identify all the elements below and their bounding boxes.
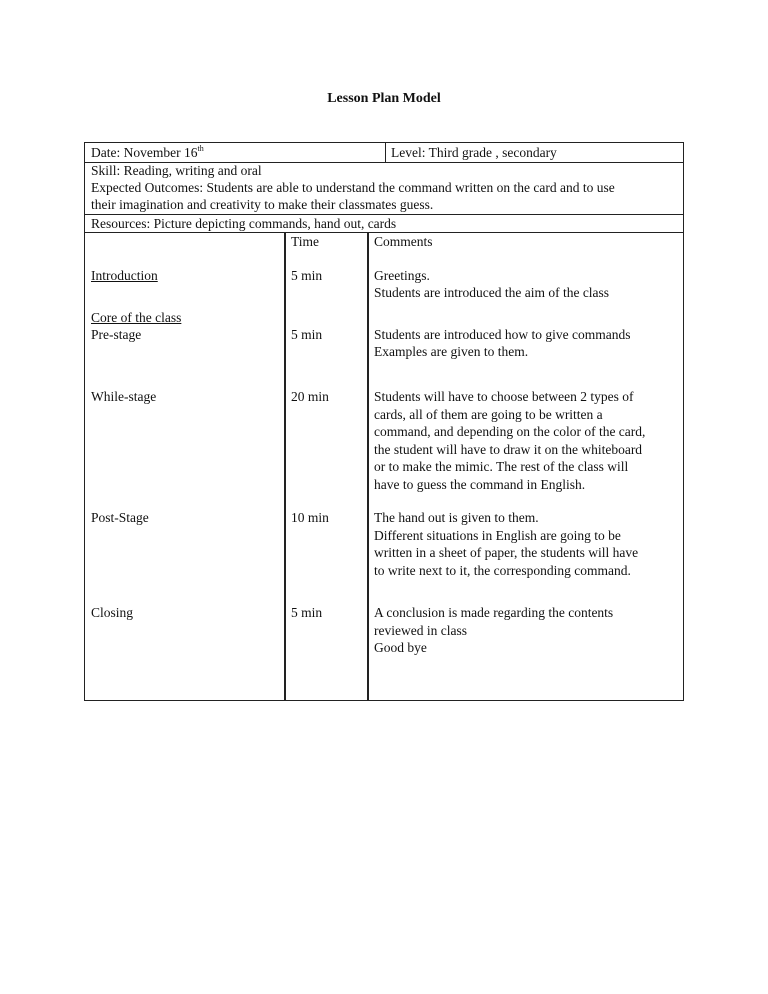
skill-text: Skill: Reading, writing and oral [91, 163, 262, 178]
column-divider [385, 143, 386, 162]
comment-line: reviewed in class [374, 622, 467, 638]
date-superscript: th [197, 143, 204, 153]
level-cell: Level: Third grade , secondary [391, 145, 557, 160]
comment-line: The hand out is given to them. [374, 510, 539, 525]
page-title: Lesson Plan Model [327, 91, 441, 106]
comments-column-header: Comments [374, 234, 433, 249]
stage-time-introduction: 5 min [291, 268, 323, 283]
comment-line: A conclusion is made regarding the contents [374, 605, 614, 620]
outcomes-line-1: Expected Outcomes: Students are able to understand the command written on the card and to use [91, 180, 615, 195]
stage-time-closing: 5 min [291, 605, 323, 620]
lesson-plan-table [84, 142, 684, 701]
stage-time-pre-stage: 5 min [291, 327, 323, 342]
comment-line: Students will have to choose between 2 types of [374, 389, 634, 404]
comment-line: Different situations in English are going to be [374, 527, 621, 543]
date-text: Date: November 16 [91, 145, 198, 160]
comment-line: Good bye [374, 640, 427, 655]
comment-line: have to guess the command in English. [374, 476, 586, 492]
comment-line: Greetings. [374, 268, 430, 283]
column-divider [284, 232, 286, 700]
stage-name-pre-stage: Pre-stage [91, 327, 142, 342]
stage-name-while-stage: While-stage [91, 389, 157, 404]
comment-line: command, and depending on the color of the card, [374, 424, 646, 439]
time-column-header: Time [291, 234, 320, 249]
comment-line: or to make the mimic. The rest of the class will [374, 459, 629, 474]
stage-name-introduction: Introduction [91, 268, 158, 283]
comment-line: to write next to it, the corresponding command. [374, 562, 631, 578]
stage-name-post-stage: Post-Stage [91, 510, 149, 525]
comment-line: Students are introduced the aim of the class [374, 285, 610, 300]
date-cell [91, 144, 204, 162]
column-divider [367, 232, 369, 700]
stage-time-post-stage: 10 min [291, 510, 329, 525]
comment-line: Examples are given to them. [374, 344, 529, 359]
stage-time-while-stage: 20 min [291, 389, 329, 404]
outcomes-line-2: their imagination and creativity to make their classmates guess. [91, 197, 434, 212]
comment-line: Students are introduced how to give commands [374, 327, 631, 342]
comment-line: cards, all of them are going to be written a [374, 406, 603, 422]
comment-line: the student will have to draw it on the whiteboard [374, 441, 643, 457]
comment-line: written in a sheet of paper, the students will have [374, 545, 639, 560]
section-heading-core: Core of the class [91, 310, 182, 325]
resources-text: Resources: Picture depicting commands, hand out, cards [91, 216, 397, 231]
stage-name-closing: Closing [91, 605, 134, 620]
